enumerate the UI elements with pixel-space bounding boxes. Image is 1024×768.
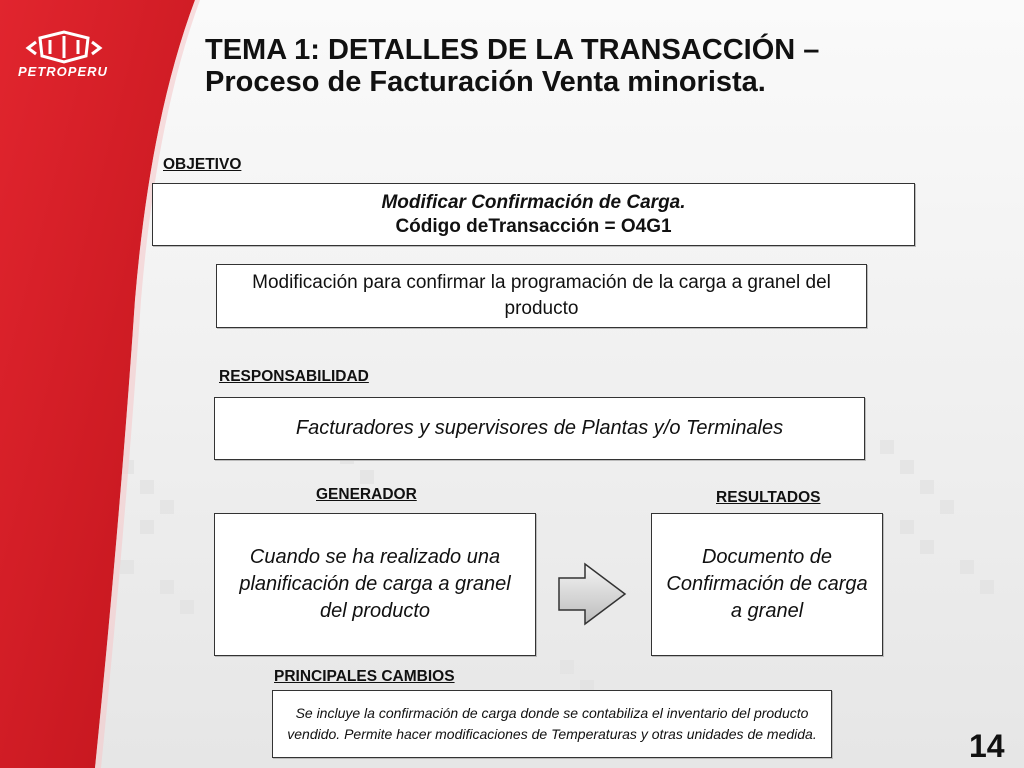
objetivo-box bbox=[152, 183, 915, 246]
generador-text: Cuando se ha realizado una planificación de carga a granel del producto bbox=[239, 546, 511, 622]
slide-title: TEMA 1: DETALLES DE LA TRANSACCIÓN – Proceso de Facturación Venta minorista. bbox=[205, 34, 820, 98]
resultados-box bbox=[651, 513, 883, 656]
description-text: Modificación para confirmar la programación de la carga a granel del producto bbox=[252, 272, 831, 319]
objetivo-label: OBJETIVO bbox=[163, 156, 242, 173]
cambios-text: Se incluye la confirmación de carga donde se contabiliza el inventario del producto vendido. Permite hacer modificaciones de Temperaturas y otras unidades de medida. bbox=[287, 705, 817, 742]
objetivo-line2: Código deTransacción = O4G1 bbox=[395, 215, 672, 237]
right-arrow-icon bbox=[557, 562, 627, 626]
responsabilidad-label: RESPONSABILIDAD bbox=[219, 368, 369, 385]
cambios-box bbox=[272, 690, 832, 758]
objetivo-line1: Modificar Confirmación de Carga. bbox=[381, 191, 686, 213]
responsabilidad-box bbox=[214, 397, 865, 460]
resultados-label: RESULTADOS bbox=[716, 489, 821, 506]
responsabilidad-text: Facturadores y supervisores de Plantas y/o Terminales bbox=[295, 417, 784, 439]
page-number: 14 bbox=[969, 728, 1005, 764]
resultados-text: Documento de Confirmación de carga a granel bbox=[666, 546, 868, 622]
brand-name: PETROPERU bbox=[18, 64, 108, 79]
generador-box bbox=[214, 513, 536, 656]
cambios-label: PRINCIPALES CAMBIOS bbox=[274, 668, 455, 685]
generador-label: GENERADOR bbox=[316, 486, 417, 503]
description-box bbox=[216, 264, 867, 328]
